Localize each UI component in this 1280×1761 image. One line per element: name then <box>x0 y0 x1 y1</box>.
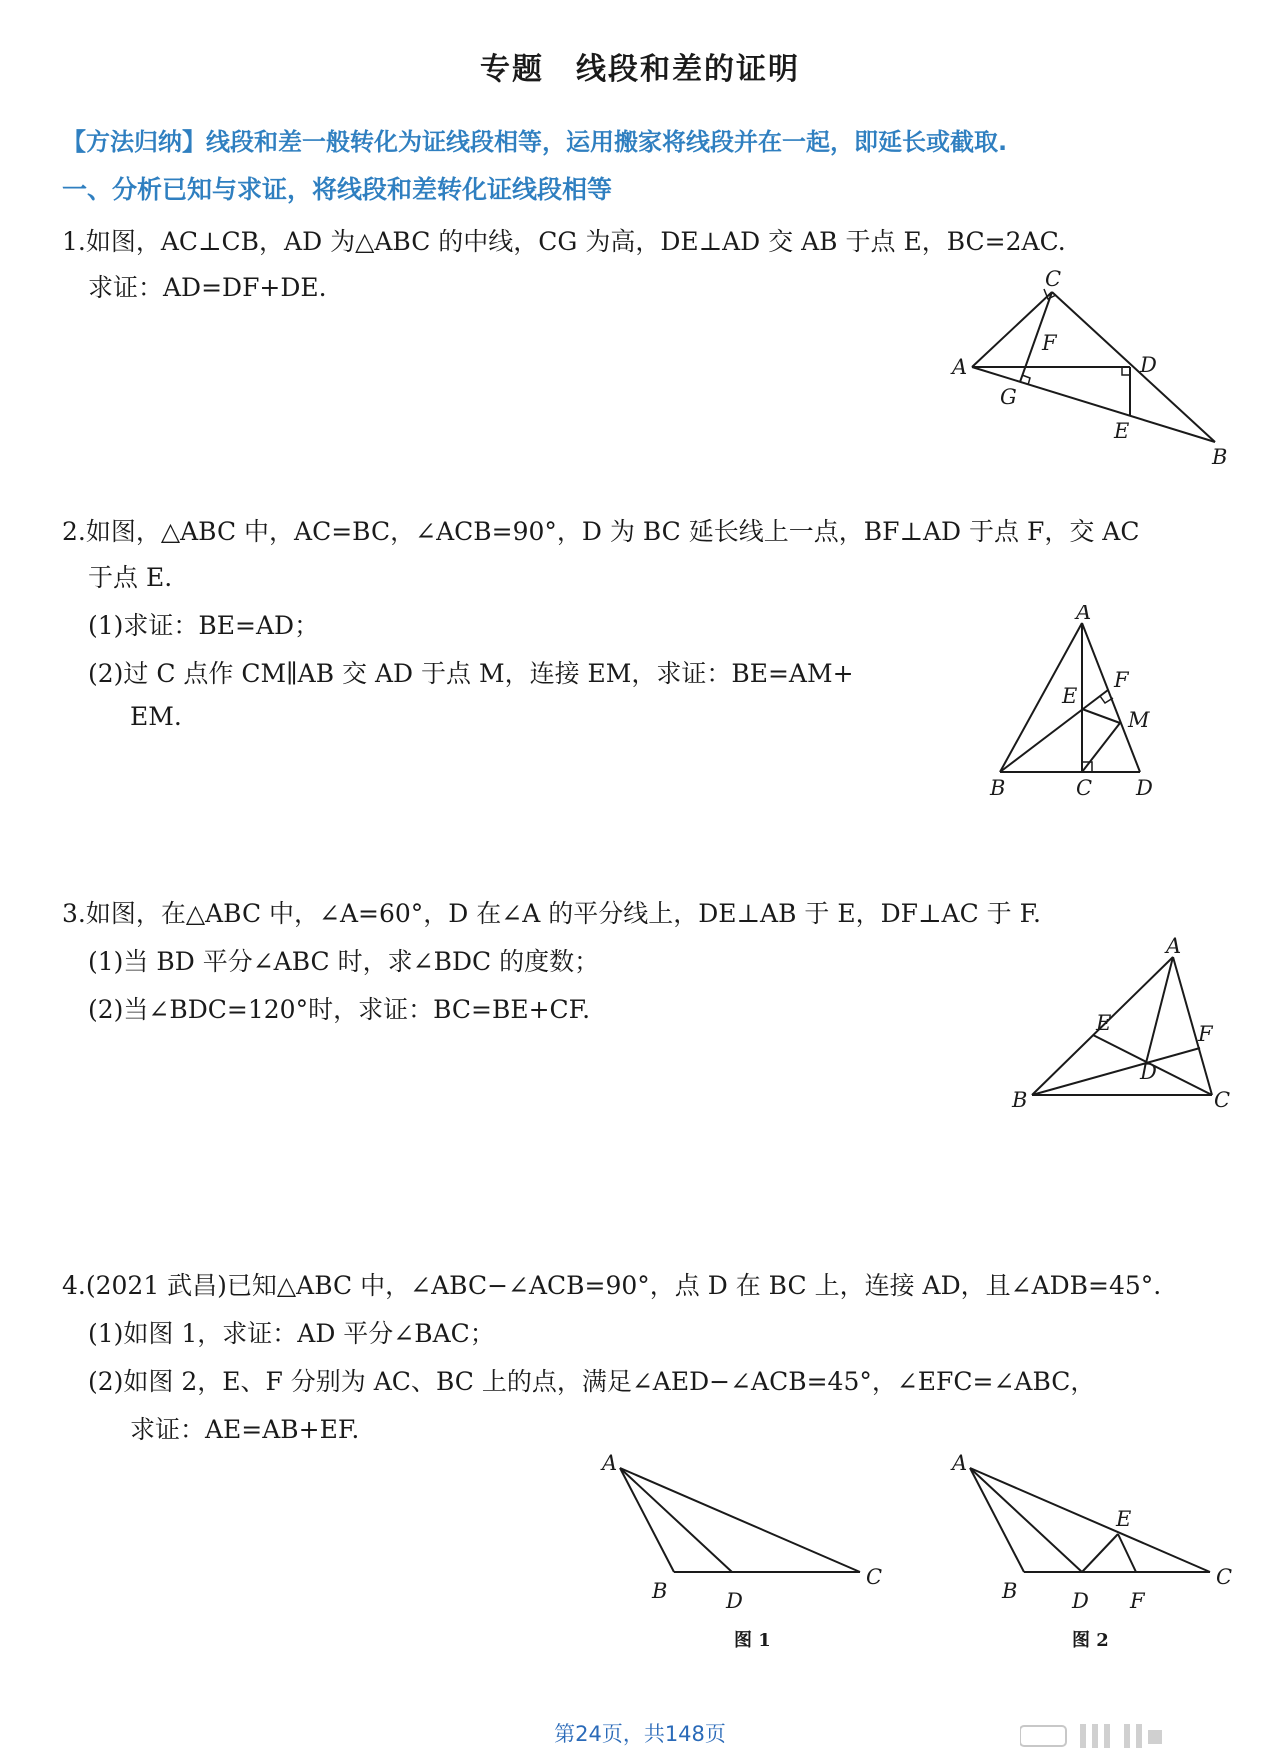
label-e: E <box>1096 1011 1112 1035</box>
problem-4-statement: 4.(2021 武昌)已知△ABC 中，∠ABC−∠ACB=90°，点 D 在 BC 上，连接 AD，且∠ADB=45°. <box>62 1271 1162 1300</box>
label-a: A <box>1076 605 1092 624</box>
problem-2-figure <box>980 605 1240 805</box>
label-a: A <box>952 355 968 379</box>
problem-3-part-1: (1)当 BD 平分∠ABC 时，求∠BDC 的度数； <box>88 947 600 976</box>
problem-4-figure-1 <box>590 1440 890 1660</box>
label-c: C <box>866 1565 883 1589</box>
section-heading: 一、分析已知与求证，将线段和差转化证线段相等 <box>62 175 613 204</box>
figure-1-caption: 图 1 <box>734 1630 771 1651</box>
segment-ac <box>970 1468 1210 1572</box>
segment-ad <box>620 1468 732 1572</box>
label-d: D <box>726 1589 743 1613</box>
segment-de <box>1082 1534 1118 1572</box>
problem-4-part-2: (2)如图 2，E、F 分别为 AC、BC 上的点，满足∠AED−∠ACB=45°，∠EFC=∠ABC， <box>88 1367 1096 1396</box>
label-f: F <box>1042 331 1057 355</box>
segment-ad <box>1082 623 1140 772</box>
label-g: G <box>1000 385 1017 409</box>
label-b: B <box>990 776 1006 800</box>
problem-4-part-2-cont: 求证：AE=AB+EF. <box>130 1415 360 1444</box>
segment-ad <box>970 1468 1082 1572</box>
bisector-ad <box>1146 957 1173 1063</box>
problem-3-figure <box>1000 935 1240 1125</box>
problem-2-statement-cont: 于点 E. <box>88 563 173 592</box>
page-number: 第24页，共148页 <box>554 1722 726 1746</box>
label-b: B <box>1212 445 1228 469</box>
label-e: E <box>1062 684 1078 708</box>
figure-2-caption: 图 2 <box>1072 1630 1109 1651</box>
label-a: A <box>952 1451 968 1475</box>
label-m: M <box>1128 708 1150 732</box>
label-c: C <box>1214 1088 1231 1112</box>
right-angle-d <box>1122 367 1130 375</box>
segment-em <box>1082 709 1120 723</box>
label-d: D <box>1140 1060 1157 1084</box>
label-f: F <box>1130 1589 1145 1613</box>
problem-1-prove: 求证：AD=DF+DE. <box>88 273 327 302</box>
label-b: B <box>1012 1088 1028 1112</box>
label-e: E <box>1116 1507 1132 1531</box>
problem-3-part-2: (2)当∠BDC=120°时，求证：BC=BE+CF. <box>88 995 591 1024</box>
method-summary: 【方法归纳】线段和差一般转化为证线段相等，运用搬家将线段并在一起，即延长或截取. <box>62 128 1008 156</box>
label-d: D <box>1072 1589 1089 1613</box>
label-a: A <box>602 1451 618 1475</box>
label-c: C <box>1045 270 1062 291</box>
problem-1-figure <box>940 270 1240 470</box>
problem-1-statement: 1.如图，AC⊥CB，AD 为△ABC 的中线，CG 为高，DE⊥AD 交 AB 于点 E，BC=2AC. <box>62 227 1066 256</box>
problem-2-part-2-cont: EM. <box>130 702 182 731</box>
label-e: E <box>1114 419 1130 443</box>
label-b: B <box>1002 1579 1018 1603</box>
problem-3-statement: 3.如图，在△ABC 中，∠A=60°，D 在∠A 的平分线上，DE⊥AB 于 E，DF⊥AC 于 F. <box>62 899 1041 928</box>
segment-cm <box>1082 723 1120 772</box>
segment-ab <box>970 1468 1024 1572</box>
problem-4-part-1: (1)如图 1，求证：AD 平分∠BAC； <box>88 1319 495 1348</box>
problem-2-statement: 2.如图，△ABC 中，AC=BC，∠ACB=90°，D 为 BC 延长线上一点，BF⊥AD 于点 F，交 AC <box>62 517 1140 546</box>
label-b: B <box>652 1579 668 1603</box>
segment-ab <box>620 1468 674 1572</box>
label-a: A <box>1166 935 1182 958</box>
segment-ac <box>972 292 1052 367</box>
label-f: F <box>1114 668 1129 692</box>
label-d: D <box>1140 353 1157 377</box>
watermark-mark <box>1020 1722 1220 1752</box>
label-f: F <box>1198 1022 1213 1046</box>
problem-2-part-1: (1)求证：BE=AD； <box>88 611 320 640</box>
label-c: C <box>1076 776 1093 800</box>
problem-2-part-2: (2)过 C 点作 CM∥AB 交 AD 于点 M，连接 EM，求证：BE=AM+ <box>88 659 854 688</box>
problem-4-figure-2 <box>940 1440 1240 1660</box>
segment-ac <box>620 1468 860 1572</box>
page-title: 专题 线段和差的证明 <box>480 52 800 87</box>
label-c: C <box>1216 1565 1233 1589</box>
label-d: D <box>1136 776 1153 800</box>
